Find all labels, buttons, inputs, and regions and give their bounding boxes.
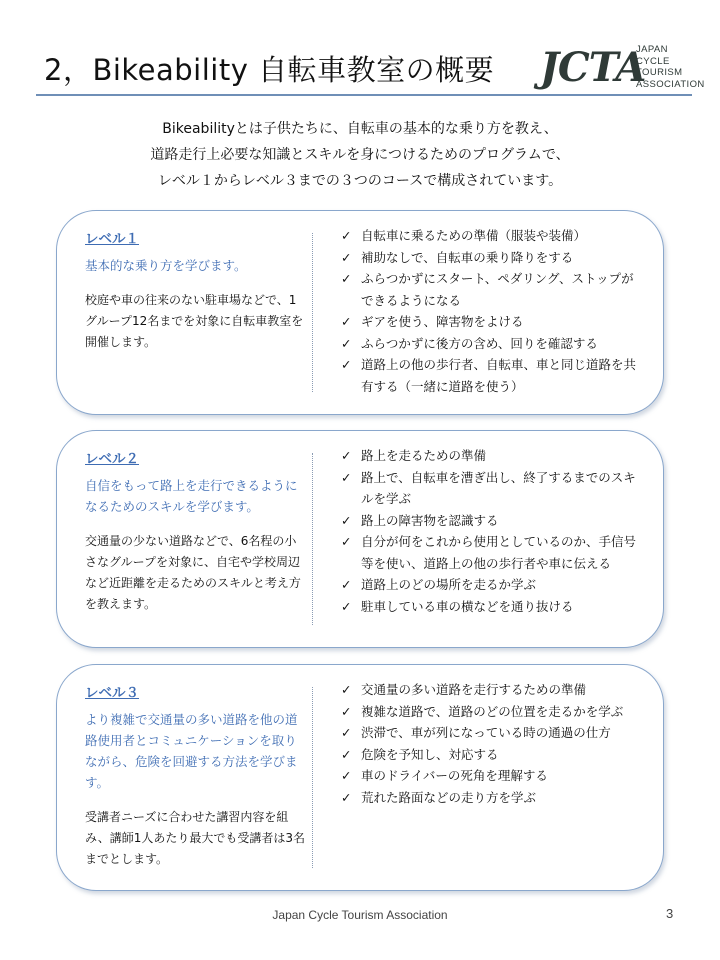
check-icon: ✓: [341, 746, 352, 762]
check-icon: ✓: [341, 534, 352, 549]
level-2-description: 交通量の少ない道路などで、6名程の小さなグループを対象に、自宅や学校周辺など近距離を走るためのスキルと考え方を教えます。: [85, 534, 301, 611]
level-2-checklist: [339, 445, 639, 617]
level-1-summary: [85, 227, 307, 353]
check-icon: ✓: [341, 577, 352, 592]
check-item: [339, 445, 639, 467]
check-item-text: ふらつかずにスタート、ペダリング、ストップができるようになる: [361, 271, 634, 308]
level-2-subtitle: 自信をもって路上を走行できるようになるためのスキルを学びます。: [85, 478, 298, 514]
level-2-title: レベル２: [85, 451, 139, 467]
check-icon: ✓: [341, 682, 352, 697]
check-item-text: 駐車している車の横などを通り抜ける: [361, 598, 574, 614]
logo-line: CYCLE: [636, 55, 670, 67]
card-divider: [312, 687, 313, 868]
check-item-text: 交通量の多い道路を走行するための準備: [361, 682, 587, 697]
logo-line: TOURISM: [636, 67, 683, 78]
intro-line: Bikeabilityとは子供たちに、自転車の基本的な乗り方を教え、: [162, 121, 558, 137]
check-item: [339, 679, 639, 701]
check-icon: ✓: [341, 448, 352, 463]
check-icon: ✓: [341, 768, 352, 783]
check-item-text: 路上の障害物を認識する: [361, 512, 499, 528]
check-icon: ✓: [341, 335, 352, 351]
check-item: [339, 701, 639, 723]
logo-line: ASSOCIATION: [636, 78, 705, 90]
check-item-text: 自転車に乗るための準備（服装や装備）: [361, 228, 587, 243]
level-3-checklist: [339, 679, 639, 808]
card-divider: [312, 453, 313, 625]
check-item: [339, 787, 639, 809]
logo-line: JAPAN: [636, 44, 668, 55]
check-item: [339, 765, 639, 787]
check-icon: ✓: [341, 512, 352, 528]
check-item-text: 複雑な道路で、道路のどの位置を走るかを学ぶ: [361, 703, 624, 719]
level-3-title: レベル３: [85, 685, 139, 701]
footer-text: Japan Cycle Tourism Association: [272, 908, 448, 922]
logo-text: [636, 44, 705, 90]
check-item: [339, 268, 639, 311]
check-item-text: 路上を走るための準備: [361, 448, 487, 463]
check-icon: ✓: [341, 357, 352, 372]
check-item-text: 荒れた路面などの走り方を学ぶ: [361, 789, 537, 805]
check-item-text: 道路上のどの場所を走るか学ぶ: [361, 577, 537, 592]
level-2-summary: [85, 447, 307, 615]
check-icon: ✓: [341, 725, 352, 740]
check-icon: ✓: [341, 271, 352, 286]
level-1-title: レベル１: [85, 231, 139, 247]
check-icon: ✓: [341, 703, 352, 719]
check-item: [339, 722, 639, 744]
check-icon: ✓: [341, 228, 352, 243]
level-3-summary: [85, 681, 307, 870]
page-title: 2，Bikeability 自転車教室の概要: [44, 53, 495, 87]
check-item-text: ギアを使う、障害物をよける: [361, 314, 524, 329]
check-item: [339, 467, 639, 510]
intro-text: [0, 116, 720, 194]
check-item-text: 道路上の他の歩行者、自転車、車と同じ道路を共有する（一緒に道路を使う）: [361, 357, 637, 394]
check-item: [339, 354, 639, 397]
check-icon: ✓: [341, 598, 352, 614]
check-item: [339, 531, 639, 574]
page-number: 3: [666, 906, 674, 921]
level-3-description: 受講者ニーズに合わせた講習内容を組み、講師1人あたり最大でも受講者は3名までとします。: [85, 810, 305, 866]
check-item: [339, 333, 639, 355]
level-1-subtitle: 基本的な乗り方を学びます。: [85, 258, 247, 273]
check-item-text: 危険を予知し、対応する: [361, 746, 499, 762]
check-item-text: 路上で、自転車を漕ぎ出し、終了するまでのスキルを学ぶ: [361, 469, 636, 506]
check-icon: ✓: [341, 789, 352, 805]
level-3-card: [56, 664, 664, 891]
check-item-text: 車のドライバーの死角を理解する: [361, 768, 548, 783]
check-item: [339, 311, 639, 333]
check-item: [339, 744, 639, 766]
level-1-checklist: [339, 225, 639, 397]
check-item-text: 補助なしで、自転車の乗り降りをする: [361, 249, 574, 265]
level-3-subtitle: より複雑で交通量の多い道路を他の道路使用者とコミュニケーションを取りながら、危険を回避する方法を学びます。: [85, 712, 298, 790]
check-icon: ✓: [341, 314, 352, 329]
check-item: [339, 247, 639, 269]
level-2-card: [56, 430, 664, 648]
level-1-card: [56, 210, 664, 415]
card-divider: [312, 233, 313, 392]
check-item: [339, 574, 639, 596]
check-item-text: ふらつかずに後方の含め、回りを確認する: [361, 335, 598, 351]
check-item: [339, 596, 639, 618]
check-item-text: 自分が何をこれから使用としているのか、手信号等を使い、道路上の他の歩行者や車に伝える: [361, 534, 637, 571]
check-item: [339, 225, 639, 247]
level-1-description: 校庭や車の往来のない駐車場などで、1グループ12名までを対象に自転車教室を開催します。: [85, 293, 304, 349]
check-item-text: 渋滞で、車が列になっている時の通過の仕方: [361, 725, 611, 740]
intro-line: 道路走行上必要な知識とスキルを身につけるためのプログラムで、: [150, 147, 570, 163]
logo-mark: JCTA: [540, 44, 646, 91]
check-icon: ✓: [341, 469, 352, 485]
jcta-logo: [540, 40, 705, 98]
intro-line: レベル１からレベル３までの３つのコースで構成されています。: [157, 173, 563, 189]
check-item: [339, 510, 639, 532]
check-icon: ✓: [341, 249, 352, 265]
